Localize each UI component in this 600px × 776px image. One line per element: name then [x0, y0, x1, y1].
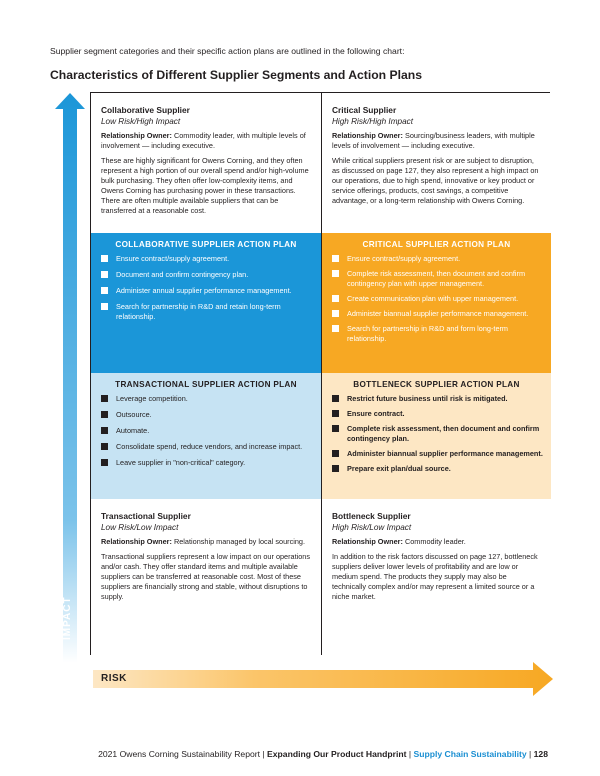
transactional-desc: Transactional suppliers represent a low impact on our operations and/or cash. They offer standard items and multiple available suppliers can be transferred at reasonable cost. Most of these suppliers are financially strong and stable, without disruptions to supply.: [101, 552, 311, 601]
critical-plan-title: CRITICAL SUPPLIER ACTION PLAN: [362, 240, 511, 249]
intro-text: Supplier segment categories and their specific action plans are outlined in the following chart:: [50, 46, 405, 56]
list-item: Administer biannual supplier performance management.: [332, 309, 543, 319]
transactional-supplier-cell: [91, 499, 321, 656]
risk-axis-label: RISK: [101, 673, 127, 684]
grid-divider: [321, 93, 322, 654]
list-item: Create communication plan with upper management.: [332, 294, 543, 304]
footer-subsection-link[interactable]: Supply Chain Sustainability: [413, 749, 527, 759]
collaborative-sub: Low Risk/High Impact: [101, 117, 181, 126]
page-number: 128: [533, 749, 548, 759]
critical-plan-list: [322, 254, 551, 344]
list-item: Complete risk assessment, then document and confirm contingency plan.: [332, 424, 543, 444]
collaborative-owner: Relationship Owner: Commodity leader, with multiple levels of involvement — including executive.: [101, 131, 306, 150]
collaborative-title: Collaborative Supplier: [101, 105, 190, 115]
bottleneck-desc: In addition to the risk factors discussed on page 127, bottleneck suppliers deliver lower levels of profitability and are low or medium spend. The products they supply may also be technically complex and/or may represent a limited source or a niche market.: [332, 552, 538, 601]
bottleneck-plan-cell: [322, 373, 551, 499]
supplier-matrix: [90, 92, 550, 655]
bottleneck-supplier-cell: [322, 499, 551, 656]
list-item: Administer biannual supplier performance management.: [332, 449, 543, 459]
impact-axis-label: IMPACT: [62, 596, 73, 640]
bottleneck-owner: Relationship Owner: Commodity leader.: [332, 537, 466, 546]
list-item: Ensure contract/supply agreement.: [332, 254, 543, 264]
critical-title: Critical Supplier: [332, 105, 397, 115]
chart-title: Characteristics of Different Supplier Segments and Action Plans: [50, 68, 423, 82]
transactional-plan-title: TRANSACTIONAL SUPPLIER ACTION PLAN: [115, 380, 297, 389]
footer-report: 2021 Owens Corning Sustainability Report |: [98, 749, 268, 759]
page-footer: 2021 Owens Corning Sustainability Report | Expanding Our Product Handprint | Supply Chain Sustainability | 128: [98, 749, 548, 759]
list-item: Automate.: [101, 426, 313, 436]
transactional-owner: Relationship Owner: Relationship managed by local sourcing.: [101, 537, 305, 546]
list-item: Administer annual supplier performance management.: [101, 286, 313, 296]
transactional-plan-cell: [91, 373, 321, 499]
bottleneck-title: Bottleneck Supplier: [332, 511, 411, 521]
bottleneck-sub: High Risk/Low Impact: [332, 523, 412, 532]
list-item: Complete risk assessment, then document and confirm contingency plan with upper management.: [332, 269, 543, 289]
list-item: Ensure contract.: [332, 409, 543, 419]
critical-sub: High Risk/High Impact: [332, 117, 413, 126]
list-item: Consolidate spend, reduce vendors, and increase impact.: [101, 442, 313, 452]
list-item: Document and confirm contingency plan.: [101, 270, 313, 280]
collaborative-supplier-cell: [91, 93, 321, 233]
collaborative-plan-title: COLLABORATIVE SUPPLIER ACTION PLAN: [115, 240, 297, 249]
list-item: Ensure contract/supply agreement.: [101, 254, 313, 264]
bottleneck-plan-title: BOTTLENECK SUPPLIER ACTION PLAN: [353, 380, 520, 389]
list-item: Restrict future business until risk is mitigated.: [332, 394, 543, 404]
list-item: Search for partnership in R&D and retain long-term relationship.: [101, 302, 313, 322]
transactional-sub: Low Risk/Low Impact: [101, 523, 179, 532]
collaborative-desc: These are highly significant for Owens Corning, and they often represent a high portion of our overall spend and/or high-volume bulk purchasing. They often offer low-complexity items, and Owens Corning has purchasing power in these transactions. There are often multiple available suppliers that can be transferred at a reasonable cost.: [101, 156, 309, 215]
critical-supplier-cell: [322, 93, 551, 233]
list-item: Search for partnership in R&D and form long-term relationship.: [332, 324, 543, 344]
list-item: Leverage competition.: [101, 394, 313, 404]
critical-plan-cell: [322, 233, 551, 373]
footer-section-link[interactable]: Expanding Our Product Handprint: [267, 749, 407, 759]
transactional-plan-list: [91, 394, 321, 468]
list-item: Outsource.: [101, 410, 313, 420]
critical-owner: Relationship Owner: Sourcing/business leaders, with multiple levels of involvement — including executive.: [332, 131, 535, 150]
list-item: Prepare exit plan/dual source.: [332, 464, 543, 474]
list-item: Leave supplier in "non-critical" category.: [101, 458, 313, 468]
critical-desc: While critical suppliers present risk or are subject to disruption, as discussed on page 127, they also represent a high impact on our operations, due to high spend, innovative or key product or service offerings, products, cost savings, a competitive advantage, or a long-term relationship with Owens Corning.: [332, 156, 539, 205]
collaborative-plan-cell: [91, 233, 321, 373]
risk-arrow-icon: [93, 662, 553, 696]
transactional-title: Transactional Supplier: [101, 511, 191, 521]
bottleneck-plan-list: [322, 394, 551, 474]
impact-arrow-icon: [55, 93, 85, 663]
collaborative-plan-list: [91, 254, 321, 322]
